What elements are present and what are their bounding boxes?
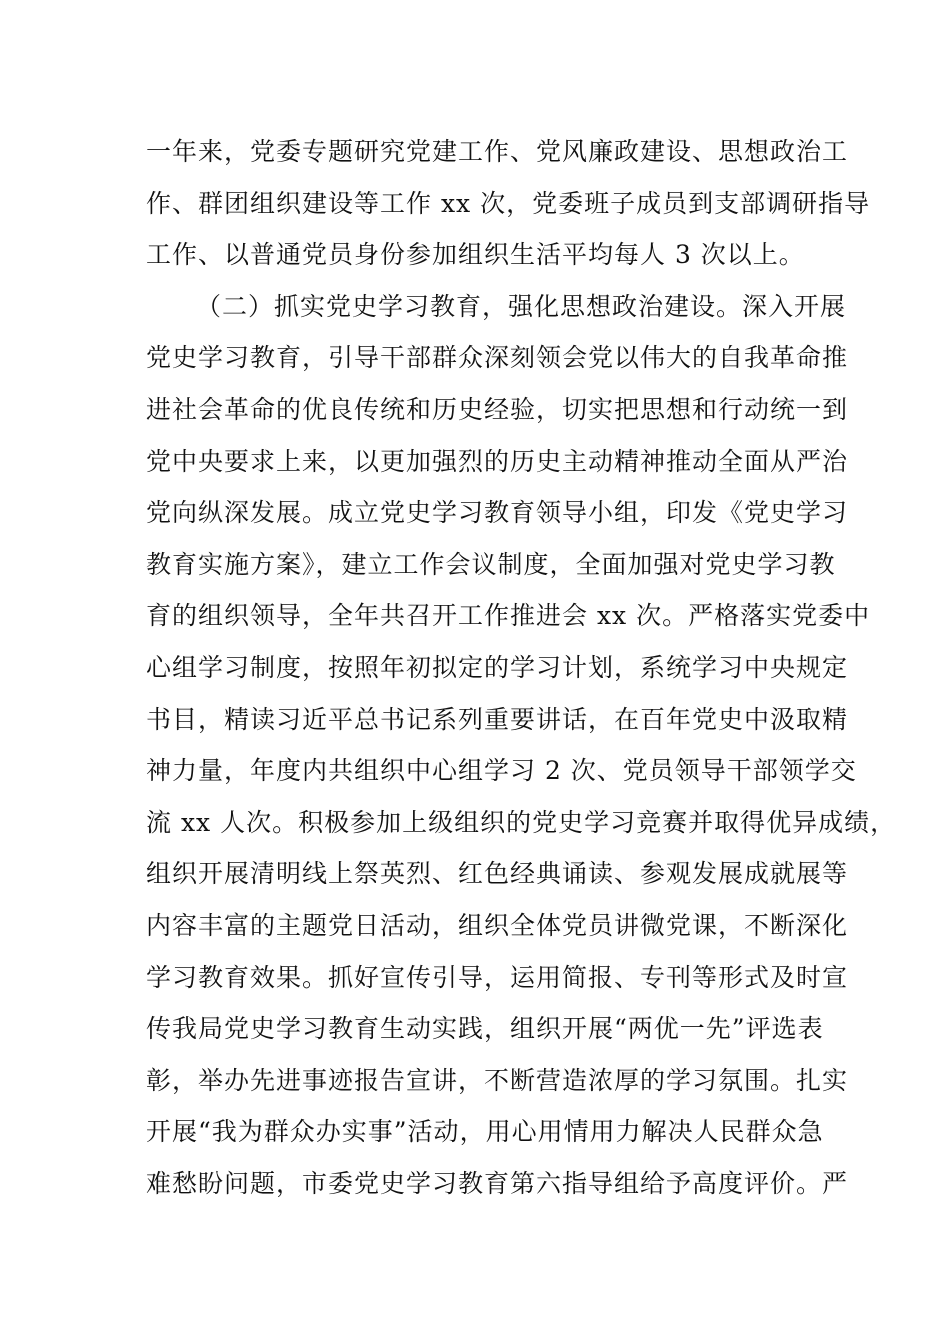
text-line: 进社会革命的优良传统和历史经验，切实把思想和行动统一到 bbox=[146, 394, 849, 424]
section-heading-line: （二）抓实党史学习教育，强化思想政治建设。深入开展 bbox=[196, 291, 847, 321]
text-line: 传我局党史学习教育生动实践，组织开展“两优一先”评选表 bbox=[146, 1014, 824, 1044]
text-line: 书目，精读习近平总书记系列重要讲话，在百年党史中汲取精 bbox=[146, 704, 849, 734]
text-line: 党史学习教育，引导干部群众深刻领会党以伟大的自我革命推 bbox=[146, 343, 849, 373]
text-line: 心组学习制度，按照年初拟定的学习计划，系统学习中央规定 bbox=[146, 652, 849, 682]
text-line: 党向纵深发展。成立党史学习教育领导小组，印发《党史学习 bbox=[146, 498, 849, 528]
text-line: 开展“我为群众办实事”活动，用心用情用力解决人民群众急 bbox=[146, 1117, 824, 1147]
text-line: 教育实施方案》，建立工作会议制度，全面加强对党史学习教 bbox=[146, 549, 836, 579]
text-line: 彰，举办先进事迹报告宣讲，不断营造浓厚的学习氛围。扎实 bbox=[146, 1065, 849, 1095]
text-line: 育的组织领导，全年共召开工作推进会 xx 次。严格落实党委中 bbox=[146, 601, 871, 631]
text-line: 工作、以普通党员身份参加组织生活平均每人 3 次以上。 bbox=[146, 240, 805, 270]
document-body bbox=[146, 126, 897, 1209]
text-line: 难愁盼问题，市委党史学习教育第六指导组给予高度评价。严 bbox=[146, 1168, 849, 1198]
paragraph-1 bbox=[146, 126, 871, 281]
text-line: 作、群团组织建设等工作 xx 次，党委班子成员到支部调研指导 bbox=[146, 188, 871, 218]
paragraph-2 bbox=[146, 281, 897, 1210]
text-line: 学习教育效果。抓好宣传引导，运用简报、专刊等形式及时宣 bbox=[146, 962, 849, 992]
text-line: 流 xx 人次。积极参加上级组织的党史学习竞赛并取得优异成绩， bbox=[146, 807, 897, 837]
text-line: 党中央要求上来，以更加强烈的历史主动精神推动全面从严治 bbox=[146, 446, 849, 476]
text-line: 内容丰富的主题党日活动，组织全体党员讲微党课，不断深化 bbox=[146, 910, 849, 940]
text-line: 神力量，年度内共组织中心组学习 2 次、党员领导干部领学交 bbox=[146, 756, 857, 786]
text-line: 一年来，党委专题研究党建工作、党风廉政建设、思想政治工 bbox=[146, 137, 849, 166]
text-line: 组织开展清明线上祭英烈、红色经典诵读、参观发展成就展等 bbox=[146, 859, 849, 889]
